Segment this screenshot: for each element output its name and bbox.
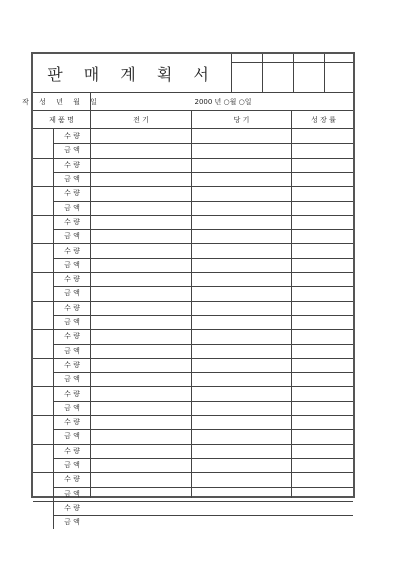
growth-rate-cell[interactable] [292, 315, 355, 329]
quantity-label: 수 량 [64, 132, 80, 141]
previous-period-cell[interactable] [91, 158, 191, 172]
previous-period-cell[interactable] [91, 243, 191, 257]
current-period-cell[interactable] [192, 201, 291, 215]
header-current-period: 당 기 [233, 115, 250, 124]
previous-period-cell[interactable] [91, 301, 191, 315]
previous-period-cell[interactable] [91, 429, 191, 443]
growth-rate-cell[interactable] [292, 286, 355, 300]
previous-period-cell[interactable] [91, 286, 191, 300]
date-value[interactable]: 2000 년 ○월 ○일 [194, 97, 252, 106]
quantity-label: 수 량 [64, 303, 80, 312]
growth-rate-cell[interactable] [292, 258, 355, 272]
quantity-label: 수 량 [64, 246, 80, 255]
previous-period-cell[interactable] [91, 472, 191, 486]
date-label: 작 성 년 월 일 [22, 97, 101, 106]
amount-label: 금 액 [64, 432, 80, 441]
quantity-label: 수 량 [64, 275, 80, 284]
previous-period-cell[interactable] [91, 515, 191, 529]
sales-plan-form [22, 52, 355, 527]
product-name-cell[interactable] [33, 158, 53, 187]
growth-rate-cell[interactable] [292, 301, 355, 315]
current-period-cell[interactable] [192, 272, 291, 286]
approval-box-divider [262, 54, 263, 92]
quantity-label: 수 량 [64, 503, 80, 512]
growth-rate-cell[interactable] [292, 515, 355, 529]
previous-period-cell[interactable] [91, 501, 191, 515]
header-growth-rate: 성 장 률 [311, 115, 336, 124]
previous-period-cell[interactable] [91, 215, 191, 229]
previous-period-cell[interactable] [91, 272, 191, 286]
product-name-cell[interactable] [33, 215, 53, 244]
approval-box-divider [324, 54, 325, 92]
quantity-label: 수 량 [64, 446, 80, 455]
quantity-label: 수 량 [64, 475, 80, 484]
current-period-cell[interactable] [192, 386, 291, 400]
growth-rate-cell[interactable] [292, 372, 355, 386]
current-period-cell[interactable] [192, 229, 291, 243]
growth-rate-cell[interactable] [292, 172, 355, 186]
growth-rate-cell[interactable] [292, 429, 355, 443]
current-period-cell[interactable] [192, 315, 291, 329]
growth-rate-cell[interactable] [292, 158, 355, 172]
approval-box-divider [293, 54, 294, 92]
quantity-label: 수 량 [64, 189, 80, 198]
current-period-cell[interactable] [192, 372, 291, 386]
growth-rate-cell[interactable] [292, 201, 355, 215]
previous-period-cell[interactable] [91, 172, 191, 186]
growth-rate-cell[interactable] [292, 129, 355, 143]
amount-label: 금 액 [64, 489, 80, 498]
previous-period-cell[interactable] [91, 258, 191, 272]
growth-rate-cell[interactable] [292, 186, 355, 200]
product-name-cell[interactable] [33, 415, 53, 444]
growth-rate-cell[interactable] [292, 501, 355, 515]
quantity-label: 수 량 [64, 418, 80, 427]
growth-rate-cell[interactable] [292, 472, 355, 486]
current-period-cell[interactable] [192, 172, 291, 186]
product-name-cell[interactable] [33, 272, 53, 301]
current-period-cell[interactable] [192, 472, 291, 486]
quantity-label: 수 량 [64, 360, 80, 369]
current-period-cell[interactable] [192, 329, 291, 343]
growth-rate-cell[interactable] [292, 444, 355, 458]
product-name-cell[interactable] [33, 129, 53, 158]
approval-box-header-line [231, 62, 353, 63]
growth-rate-cell[interactable] [292, 243, 355, 257]
header-previous-period: 전 기 [133, 115, 149, 124]
current-period-cell[interactable] [192, 143, 291, 157]
previous-period-cell[interactable] [91, 143, 191, 157]
product-name-cell[interactable] [33, 243, 53, 272]
previous-period-cell[interactable] [91, 372, 191, 386]
current-period-cell[interactable] [192, 286, 291, 300]
previous-period-cell[interactable] [91, 358, 191, 372]
amount-label: 금 액 [64, 203, 80, 212]
amount-label: 금 액 [64, 318, 80, 327]
amount-label: 금 액 [64, 346, 80, 355]
current-period-cell[interactable] [192, 258, 291, 272]
growth-rate-cell[interactable] [292, 401, 355, 415]
previous-period-cell[interactable] [91, 344, 191, 358]
previous-period-cell[interactable] [91, 229, 191, 243]
growth-rate-cell[interactable] [292, 229, 355, 243]
amount-label: 금 액 [64, 375, 80, 384]
previous-period-cell[interactable] [91, 329, 191, 343]
quantity-label: 수 량 [64, 160, 80, 169]
quantity-label: 수 량 [64, 332, 80, 341]
current-period-cell[interactable] [192, 415, 291, 429]
previous-period-cell[interactable] [91, 186, 191, 200]
approval-box-border [231, 54, 232, 92]
previous-period-cell[interactable] [91, 386, 191, 400]
header-product-name: 제 품 명 [49, 115, 74, 124]
previous-period-cell[interactable] [91, 415, 191, 429]
amount-label: 금 액 [64, 146, 80, 155]
form-title: 판 매 계 획 서 [47, 64, 217, 84]
growth-rate-cell[interactable] [292, 272, 355, 286]
current-period-cell[interactable] [192, 129, 291, 143]
growth-rate-cell[interactable] [292, 458, 355, 472]
product-name-cell[interactable] [33, 301, 53, 330]
current-period-cell[interactable] [192, 243, 291, 257]
amount-label: 금 액 [64, 260, 80, 269]
current-period-cell[interactable] [192, 215, 291, 229]
growth-rate-cell[interactable] [292, 358, 355, 372]
amount-label: 금 액 [64, 518, 80, 527]
product-name-cell[interactable] [33, 186, 53, 215]
growth-rate-cell[interactable] [292, 386, 355, 400]
current-period-cell[interactable] [192, 429, 291, 443]
growth-rate-cell[interactable] [292, 344, 355, 358]
product-name-cell[interactable] [33, 444, 53, 473]
growth-rate-cell[interactable] [292, 415, 355, 429]
current-period-cell[interactable] [192, 487, 291, 501]
growth-rate-cell[interactable] [292, 143, 355, 157]
quantity-label: 수 량 [64, 389, 80, 398]
previous-period-cell[interactable] [91, 315, 191, 329]
product-name-cell[interactable] [33, 329, 53, 358]
previous-period-cell[interactable] [91, 129, 191, 143]
amount-label: 금 액 [64, 175, 80, 184]
current-period-cell[interactable] [192, 444, 291, 458]
current-period-cell[interactable] [192, 458, 291, 472]
current-period-cell[interactable] [192, 301, 291, 315]
previous-period-cell[interactable] [91, 444, 191, 458]
previous-period-cell[interactable] [91, 401, 191, 415]
product-name-cell[interactable] [33, 472, 53, 501]
growth-rate-cell[interactable] [292, 487, 355, 501]
current-period-cell[interactable] [192, 515, 291, 529]
amount-label: 금 액 [64, 289, 80, 298]
growth-rate-cell[interactable] [292, 329, 355, 343]
current-period-cell[interactable] [192, 501, 291, 515]
current-period-cell[interactable] [192, 344, 291, 358]
current-period-cell[interactable] [192, 186, 291, 200]
previous-period-cell[interactable] [91, 458, 191, 472]
current-period-cell[interactable] [192, 158, 291, 172]
product-name-cell[interactable] [33, 358, 53, 387]
previous-period-cell[interactable] [91, 487, 191, 501]
amount-label: 금 액 [64, 461, 80, 470]
product-name-cell[interactable] [33, 501, 53, 530]
current-period-cell[interactable] [192, 358, 291, 372]
product-name-cell[interactable] [33, 386, 53, 415]
amount-label: 금 액 [64, 232, 80, 241]
quantity-label: 수 량 [64, 217, 80, 226]
current-period-cell[interactable] [192, 401, 291, 415]
amount-label: 금 액 [64, 403, 80, 412]
growth-rate-cell[interactable] [292, 215, 355, 229]
previous-period-cell[interactable] [91, 201, 191, 215]
